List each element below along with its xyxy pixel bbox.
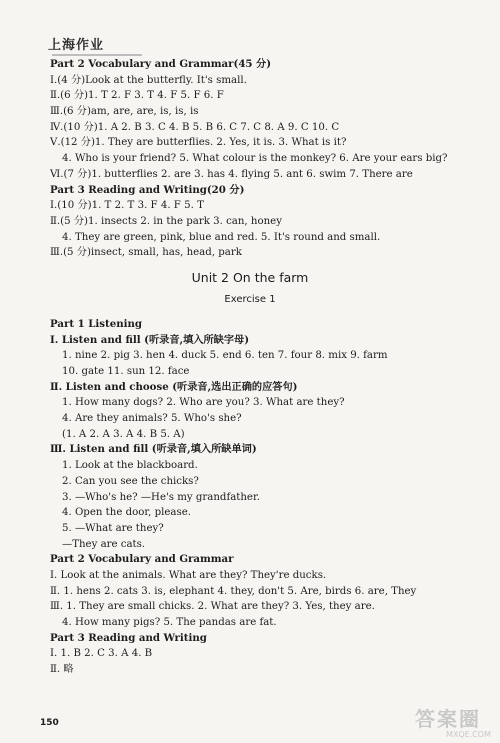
- answer-line: 4. Open the door, please.: [62, 507, 191, 519]
- unit-title: Unit 2 On the farm: [191, 269, 309, 285]
- answer-line: Ⅱ. 略: [50, 664, 74, 676]
- answer-line: (1. A 2. A 3. A 4. B 5. A): [62, 428, 185, 440]
- answer-line: 4. They are green, pink, blue and red. 5. It's round and small.: [62, 231, 381, 243]
- page-number: 150: [40, 718, 59, 728]
- answer-line: Ⅰ. 1. B 2. C 3. A 4. B: [50, 648, 153, 660]
- answer-line: Ⅲ. Listen and fill (听录音,填入所缺单词): [50, 443, 257, 456]
- answer-line: 1. Look at the blackboard.: [62, 460, 198, 472]
- answer-line: Ⅰ.(10 分)1. T 2. T 3. F 4. F 5. T: [50, 200, 204, 212]
- watermark-url: MXQE.COM: [445, 730, 491, 739]
- brand-logo: 上海作业: [48, 38, 105, 53]
- answer-line: 1. nine 2. pig 3. hen 4. duck 5. end 6. ten 7. four 8. mix 9. farm: [62, 350, 388, 362]
- answer-line: 5. —What are they?: [62, 522, 164, 534]
- answer-line: 4. How many pigs? 5. The pandas are fat.: [62, 617, 277, 628]
- answer-line: Part 2 Vocabulary and Grammar(45 分): [50, 58, 272, 70]
- answer-content: [50, 57, 490, 678]
- answer-line: Ⅲ.(5 分)insect, small, has, head, park: [50, 247, 242, 259]
- answer-line: Ⅴ.(12 分)1. They are butterflies. 2. Yes, it is. 3. What is it?: [50, 137, 347, 149]
- answer-line: Part 3 Reading and Writing(20 分): [50, 183, 245, 196]
- answer-line: Ⅰ.(4 分)Look at the butterfly. It's small.: [50, 74, 247, 86]
- answer-line: Ⅲ.(6 分)am, are, are, is, is, is: [50, 106, 199, 118]
- logo-underline: [52, 54, 142, 56]
- answer-line: Ⅱ. 1. hens 2. cats 3. is, elephant 4. they, don't 5. Are, birds 6. are, They: [50, 585, 417, 597]
- answer-line: Ⅵ.(7 分)1. butterflies 2. are 3. has 4. flying 5. ant 6. swim 7. There are: [50, 168, 413, 180]
- answer-line: Ⅳ.(10 分)1. A 2. B 3. C 4. B 5. B 6. C 7. C 8. A 9. C 10. C: [50, 121, 340, 133]
- answer-line: Ⅱ.(5 分)1. insects 2. in the park 3. can, honey: [50, 215, 282, 227]
- answer-line: 1. How many dogs? 2. Who are you? 3. What are they?: [62, 397, 345, 409]
- answer-line: 4. Who is your friend? 5. What colour is the monkey? 6. Are your ears big?: [62, 153, 448, 165]
- watermark-text: 答案圈: [415, 707, 481, 731]
- watermark-stamp: [415, 708, 495, 738]
- unit1-answers-block: [50, 57, 490, 261]
- answer-line: Ⅰ. Look at the animals. What are they? They're ducks.: [50, 569, 327, 581]
- answer-line: Ⅲ. 1. They are small chicks. 2. What are they? 3. Yes, they are.: [50, 601, 375, 613]
- answer-line: 4. Are they animals? 5. Who's she?: [62, 413, 242, 425]
- answer-line: 10. gate 11. sun 12. face: [62, 366, 190, 377]
- answer-line: 3. —Who's he? —He's my grandfather.: [62, 491, 260, 503]
- answer-line: Part 3 Reading and Writing: [50, 631, 207, 644]
- answer-line: Part 1 Listening: [50, 317, 143, 330]
- answer-line: Ⅰ. Listen and fill (听录音,填入所缺字母): [50, 333, 250, 346]
- answer-line: —They are cats.: [62, 538, 146, 550]
- answer-line: Ⅱ. Listen and choose (听录音,选出正确的应答句): [50, 380, 298, 393]
- answer-line: Ⅱ.(6 分)1. T 2. F 3. T 4. F 5. F 6. F: [50, 90, 224, 102]
- exercise-title: Exercise 1: [224, 293, 276, 305]
- answer-line: 2. Can you see the chicks?: [62, 475, 199, 487]
- answer-line: Part 2 Vocabulary and Grammar: [50, 553, 234, 566]
- unit2-answers-block: [50, 317, 490, 678]
